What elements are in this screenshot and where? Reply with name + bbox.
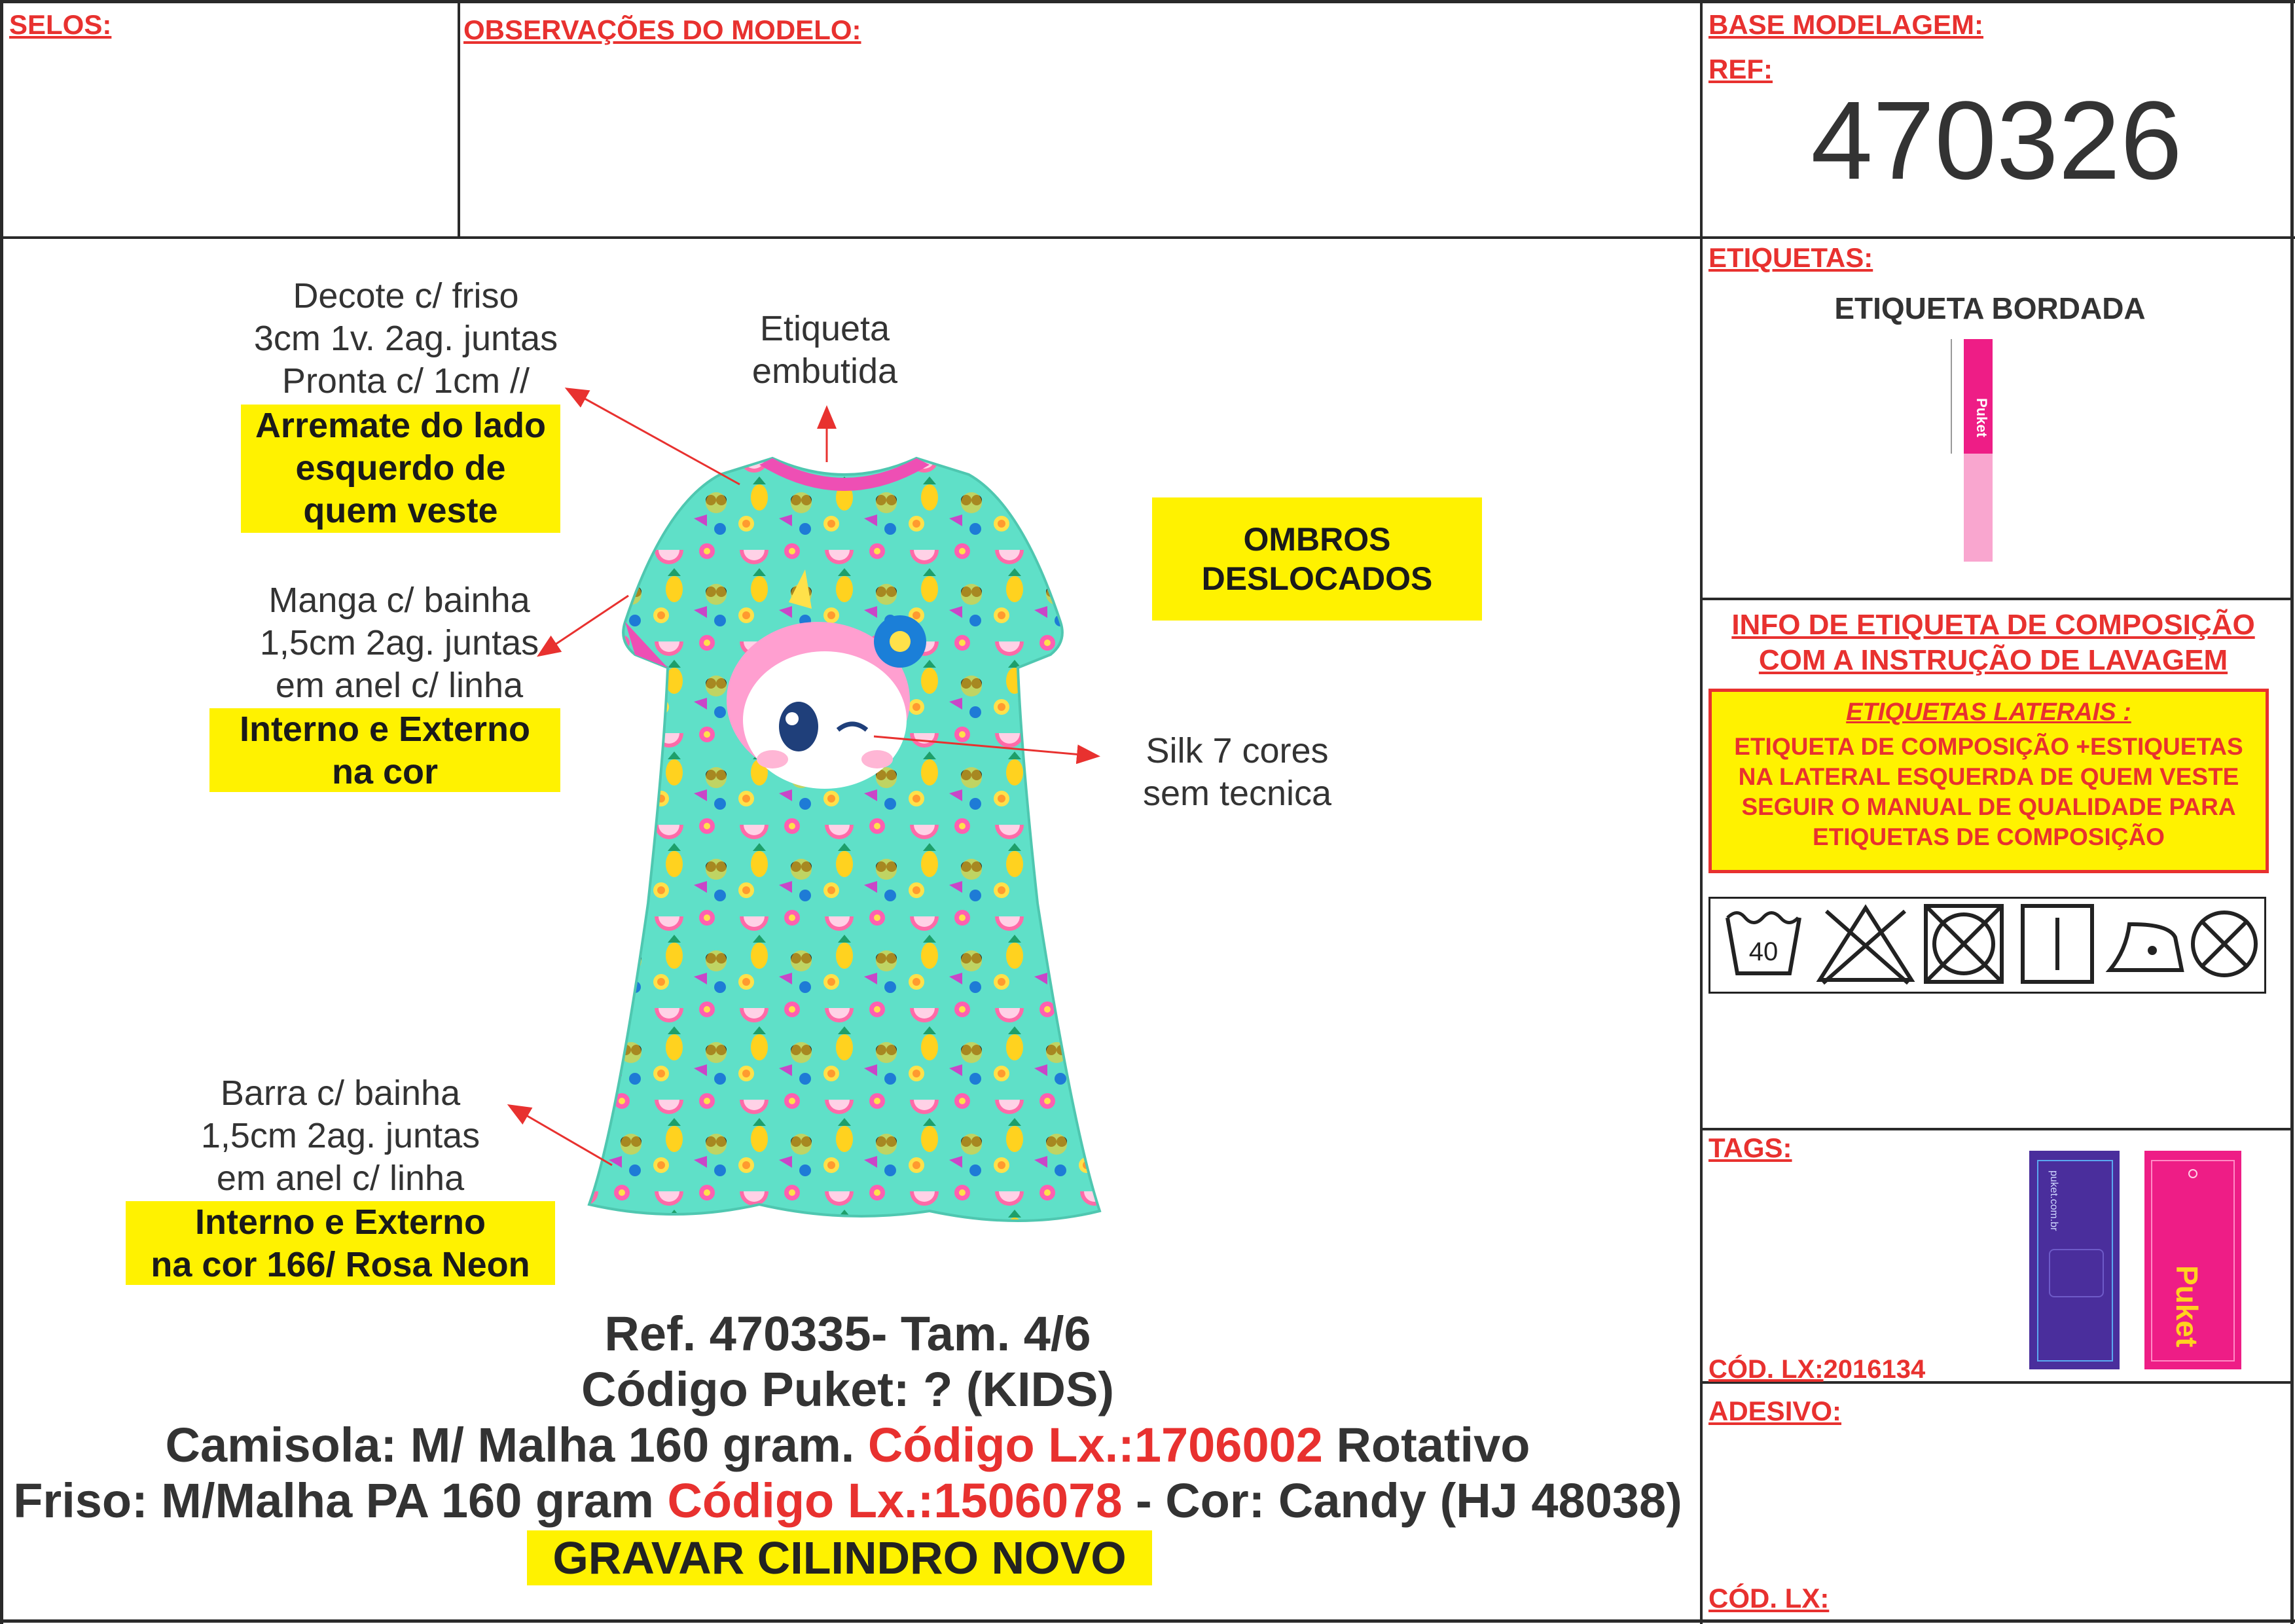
label-brand: Puket xyxy=(1974,398,1990,437)
wash-temp: 40 xyxy=(1748,937,1779,966)
etiqueta-embutida-note: Etiqueta embutida xyxy=(751,309,898,391)
laterais-title: ETIQUETAS LATERAIS : xyxy=(1846,698,2131,726)
selos-label: SELOS: xyxy=(9,9,112,40)
manga-note: Manga c/ bainha 1,5cm 2ag. juntas em anel c/ linha xyxy=(259,581,539,705)
tag-brand: Puket xyxy=(2170,1265,2204,1348)
tags-label: TAGS: xyxy=(1708,1132,1792,1163)
tag-purple-image xyxy=(2029,1151,2120,1369)
frame-right xyxy=(2290,0,2294,1624)
etiquetas-laterais-box xyxy=(1708,689,2269,873)
line-dry-icon xyxy=(2015,898,2100,990)
etiquetas-label: ETIQUETAS: xyxy=(1708,242,1873,273)
barra-note: Barra c/ bainha 1,5cm 2ag. juntas em anel c/ linha xyxy=(200,1074,480,1198)
right-column-divider xyxy=(1700,0,1703,1624)
ombros-highlight: OMBROS DESLOCADOS xyxy=(1152,497,1482,621)
barra-highlight: Interno e Externo na cor 166/ Rosa Neon xyxy=(126,1201,555,1285)
gravar-cilindro-highlight: GRAVAR CILINDRO NOVO xyxy=(527,1530,1152,1585)
manga-highlight: Interno e Externo na cor xyxy=(209,708,560,792)
tag-pink-image xyxy=(2144,1151,2241,1369)
decote-note: Decote c/ friso 3cm 1v. 2ag. juntas Pronta c/ 1cm // xyxy=(253,276,558,401)
no-tumble-dry-icon xyxy=(1918,898,2010,990)
etiquetas-divider xyxy=(1701,598,2294,600)
decote-highlight: Arremate do lado esquerdo de quem veste xyxy=(241,405,560,533)
cod-lx-adesivo-label: CÓD. LX: xyxy=(1708,1583,1830,1614)
observacoes-label: OBSERVAÇÕES DO MODELO: xyxy=(463,14,861,45)
friso-line xyxy=(0,1475,1695,1527)
etiqueta-bordada-title: ETIQUETA BORDADA xyxy=(1834,291,2146,325)
camisola-line xyxy=(0,1419,1695,1471)
camisola-code: Código Lx.:1706002 xyxy=(867,1418,1323,1472)
tag-site: puket.com.br xyxy=(2048,1170,2059,1231)
cod-lx-tags-value: 2016134 xyxy=(1823,1355,1926,1384)
camisola-text: Camisola: M/ Malha 160 gram. xyxy=(165,1418,868,1472)
friso-text: Friso: M/Malha PA 160 gram xyxy=(13,1473,668,1528)
friso-code: Código Lx.:1506078 xyxy=(667,1473,1123,1528)
ref-size-line: Ref. 470335- Tam. 4/6 xyxy=(604,1307,1091,1361)
info-composicao-title: INFO DE ETIQUETA DE COMPOSIÇÃO COM A INSTRUÇÃO DE LAVAGEM xyxy=(1731,609,2255,676)
wash-40-icon xyxy=(1718,898,1809,990)
frame-bottom xyxy=(0,1619,2295,1623)
cod-lx-tags xyxy=(1708,1355,1925,1384)
embroidered-label-image xyxy=(1951,339,1997,562)
no-dry-clean-icon xyxy=(2185,898,2264,990)
ref-label: REF: xyxy=(1708,54,1773,84)
ref-number: 470326 xyxy=(1811,79,2182,203)
friso-color: - Cor: Candy (HJ 48038) xyxy=(1122,1473,1682,1528)
laterais-text: ETIQUETA DE COMPOSIÇÃO +ESTIQUETAS NA LATERAL ESQUERDA DE QUEM VESTE SEGUIR O MANUAL DE QUALIDADE PARA ETIQUETAS DE COMPOSIÇÃO xyxy=(1734,733,2243,850)
no-bleach-icon xyxy=(1813,898,1918,990)
silk-note: Silk 7 cores sem tecnica xyxy=(1142,731,1332,813)
codigo-puket-line: Código Puket: ? (KIDS) xyxy=(581,1362,1114,1416)
adesivo-label: ADESIVO: xyxy=(1708,1396,1842,1426)
cod-lx-tags-label: CÓD. LX: xyxy=(1708,1355,1824,1384)
camisola-suffix: Rotativo xyxy=(1322,1418,1530,1472)
iron-low-icon xyxy=(2100,898,2192,990)
base-modelagem-label: BASE MODELAGEM: xyxy=(1708,9,1983,40)
tags-divider xyxy=(1701,1128,2294,1130)
